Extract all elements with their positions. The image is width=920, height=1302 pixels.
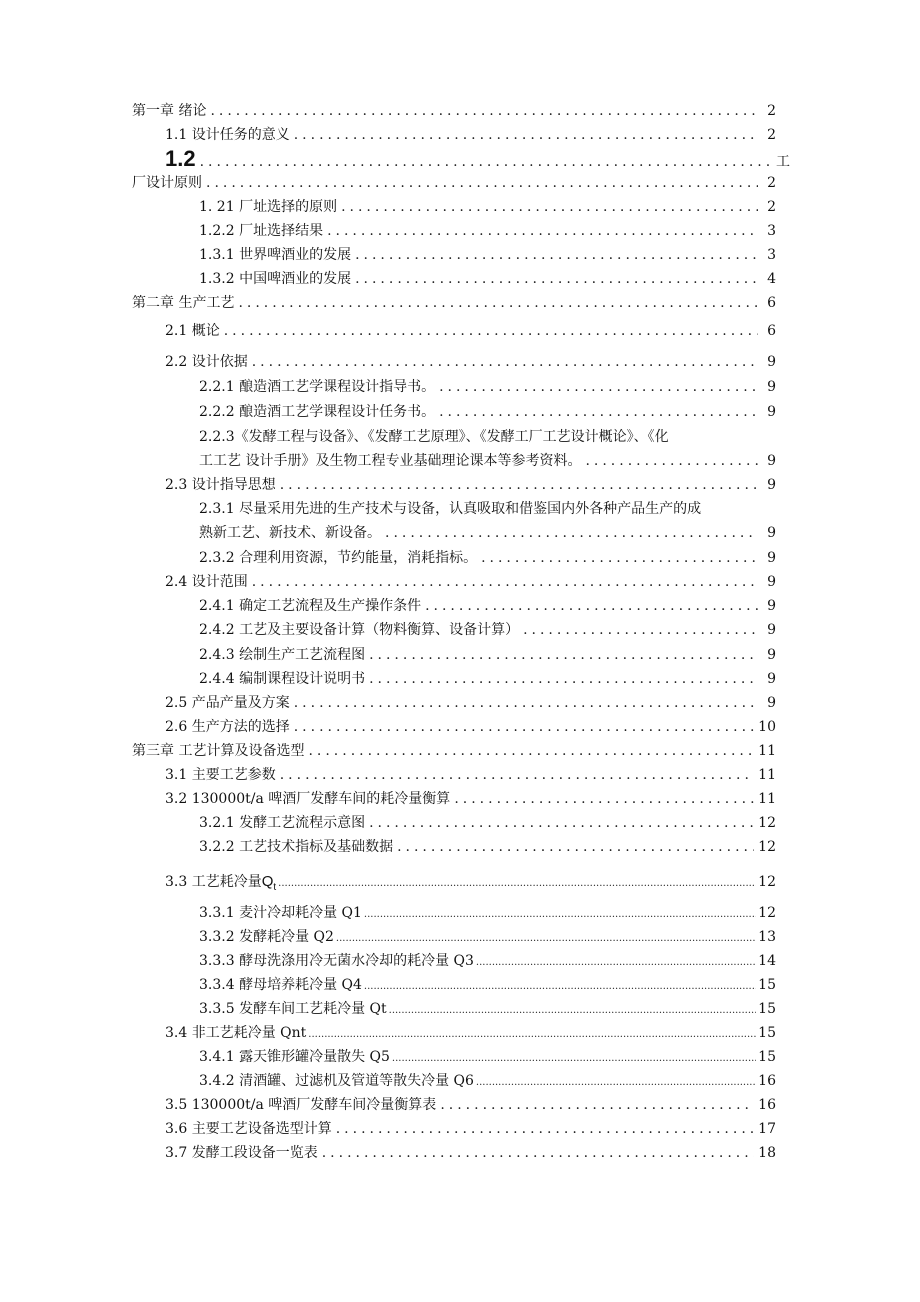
toc-title: 2.2 设计依据 bbox=[165, 354, 248, 370]
toc-page-number: 9 bbox=[767, 379, 776, 395]
toc-entry[interactable] bbox=[165, 1094, 776, 1116]
leader-dots bbox=[425, 595, 758, 617]
toc-entry[interactable] bbox=[132, 172, 776, 194]
leader-dots bbox=[294, 692, 758, 714]
toc-title: 2.3.2 合理利用资源，节约能量，消耗指标。 bbox=[199, 550, 478, 566]
toc-page-number: 2 bbox=[767, 175, 776, 191]
toc-entry[interactable] bbox=[132, 100, 776, 122]
toc-title: 2.1 概论 bbox=[165, 323, 220, 339]
toc-page-number: 9 bbox=[767, 622, 776, 638]
toc-page-number: 9 bbox=[767, 598, 776, 614]
toc-entry[interactable] bbox=[199, 812, 776, 834]
toc-title: 1.1 设计任务的意义 bbox=[165, 127, 290, 143]
toc-entry[interactable] bbox=[132, 292, 776, 314]
toc-title: 3.5 130000t/a 啤酒厂发酵车间冷量衡算表 bbox=[165, 1097, 437, 1113]
toc-title: 3.4.2 清酒罐、过滤机及管道等散失冷量 Q6 bbox=[199, 1073, 474, 1089]
leader-dots bbox=[224, 320, 758, 342]
toc-entry[interactable] bbox=[199, 522, 776, 544]
leader-dots bbox=[280, 764, 754, 786]
toc-title: 3.1 主要工艺参数 bbox=[165, 767, 276, 783]
toc-page-number: 9 bbox=[767, 671, 776, 687]
leader-dots bbox=[397, 836, 754, 858]
toc-entry[interactable] bbox=[199, 619, 776, 641]
toc-page-number: 2 bbox=[767, 103, 776, 119]
leader-dots bbox=[294, 716, 754, 738]
leader-dots bbox=[454, 788, 754, 810]
toc-entry[interactable] bbox=[165, 1142, 776, 1164]
leader-dots bbox=[322, 1142, 754, 1164]
toc-title: 2.6 生产方法的选择 bbox=[165, 719, 290, 735]
toc-title: 2.2.2 酿造酒工艺学课程设计任务书。 bbox=[199, 404, 436, 420]
toc-page-number: 12 bbox=[758, 905, 776, 921]
toc-page-number: 15 bbox=[758, 977, 776, 993]
toc-page-number: 9 bbox=[767, 354, 776, 370]
toc-page-number: 6 bbox=[767, 323, 776, 339]
toc-entry[interactable] bbox=[199, 668, 776, 690]
toc-entry[interactable] bbox=[199, 244, 776, 266]
leader-dots bbox=[389, 1000, 757, 1022]
toc-title: 1.3.1 世界啤酒业的发展 bbox=[199, 247, 352, 263]
toc-title: 1.2 bbox=[165, 146, 196, 171]
toc-entry[interactable] bbox=[199, 196, 776, 218]
toc-page-number: 15 bbox=[758, 1025, 776, 1041]
toc-title: 1. 21 厂址选择的原则 bbox=[199, 199, 338, 215]
toc-title: 第二章 生产工艺 bbox=[132, 295, 235, 311]
toc-title: 3.4 非工艺耗冷量 Qnt bbox=[165, 1025, 307, 1041]
toc-entry[interactable] bbox=[165, 1118, 776, 1140]
leader-dots bbox=[278, 871, 756, 897]
toc-entry[interactable] bbox=[165, 351, 776, 373]
toc-entry[interactable] bbox=[199, 902, 776, 924]
leader-dots bbox=[364, 976, 756, 998]
toc-title: 3.2 130000t/a 啤酒厂发酵车间的耗冷量衡算 bbox=[165, 791, 451, 807]
toc-page-number: 14 bbox=[758, 953, 776, 969]
toc-title: 2.4.2 工艺及主要设备计算（物料衡算、设备计算） bbox=[199, 622, 520, 638]
toc-page-number: 15 bbox=[758, 1049, 776, 1065]
toc-page-number: 6 bbox=[767, 295, 776, 311]
toc-entry[interactable] bbox=[165, 716, 776, 738]
toc-title: 3.2.2 工艺技术指标及基础数据 bbox=[199, 839, 394, 855]
toc-entry[interactable] bbox=[165, 571, 776, 593]
toc-entry[interactable] bbox=[199, 998, 776, 1020]
toc-title bbox=[165, 869, 276, 901]
leader-dots bbox=[252, 351, 758, 373]
toc-page-number: 3 bbox=[767, 223, 776, 239]
toc-page-number: 9 bbox=[767, 477, 776, 493]
toc-entry[interactable] bbox=[199, 376, 776, 398]
toc-title: 2.3 设计指导思想 bbox=[165, 477, 276, 493]
toc-entry[interactable] bbox=[165, 764, 776, 786]
toc-page-number: 10 bbox=[758, 719, 776, 735]
toc-entry[interactable] bbox=[199, 1070, 776, 1092]
toc-page-number: 16 bbox=[758, 1073, 776, 1089]
leader-dots bbox=[355, 244, 758, 266]
toc-title-line1[interactable]: 2.2.3《发酵工程与设备》、《发酵工艺原理》、《发酵工厂工艺设计概论》、《化 bbox=[199, 429, 669, 445]
leader-dots bbox=[308, 740, 754, 762]
toc-title: 2.4.3 绘制生产工艺流程图 bbox=[199, 647, 366, 663]
toc-entry[interactable] bbox=[199, 836, 776, 858]
toc-page-number: 9 bbox=[767, 647, 776, 663]
leader-dots bbox=[369, 668, 758, 690]
qt-symbol bbox=[261, 873, 277, 893]
leader-dots bbox=[385, 522, 758, 544]
toc-entry[interactable] bbox=[132, 740, 776, 762]
toc-page-number: 18 bbox=[758, 1145, 776, 1161]
toc-title: 3.6 主要工艺设备选型计算 bbox=[165, 1121, 332, 1137]
toc-title: 2.4.4 编制课程设计说明书 bbox=[199, 671, 366, 687]
toc-title: 3.4.1 露天锥形罐冷量散失 Q5 bbox=[199, 1049, 390, 1065]
leader-dots bbox=[238, 292, 758, 314]
leader-dots bbox=[369, 644, 758, 666]
toc-title: 2.4 设计范围 bbox=[165, 574, 248, 590]
leader-dots bbox=[341, 196, 758, 218]
leader-dots bbox=[364, 904, 756, 926]
qt-subscript: t bbox=[273, 882, 277, 893]
toc-entry[interactable] bbox=[199, 974, 776, 996]
toc-entry[interactable] bbox=[165, 474, 776, 496]
toc-page-number: 11 bbox=[758, 743, 776, 759]
toc-page-number: 9 bbox=[767, 404, 776, 420]
toc-entry[interactable] bbox=[165, 124, 776, 146]
toc-title: 2.2.1 酿造酒工艺学课程设计指导书。 bbox=[199, 379, 436, 395]
toc-entry[interactable] bbox=[199, 401, 776, 423]
toc-page-number: 2 bbox=[767, 199, 776, 215]
toc-entry[interactable] bbox=[165, 788, 776, 810]
toc-title: 第三章 工艺计算及设备选型 bbox=[132, 743, 305, 759]
leader-dots bbox=[369, 812, 754, 834]
leader-dots bbox=[523, 619, 758, 641]
toc-page-number: 3 bbox=[767, 247, 776, 263]
toc-page-number: 4 bbox=[767, 271, 776, 287]
toc-title: 1.2.2 厂址选择结果 bbox=[199, 223, 324, 239]
toc-title: 厂设计原则 bbox=[132, 175, 202, 191]
leader-dots bbox=[280, 474, 758, 496]
leader-dots bbox=[392, 1048, 756, 1070]
leader-dots bbox=[585, 450, 758, 472]
leader-dots bbox=[336, 928, 756, 950]
toc-entry[interactable] bbox=[199, 220, 776, 242]
toc-page-number: 9 bbox=[767, 695, 776, 711]
toc-page-number: 15 bbox=[758, 1001, 776, 1017]
toc-page-number: 9 bbox=[767, 453, 776, 469]
toc-entry[interactable] bbox=[199, 950, 776, 972]
toc-page-number: 9 bbox=[767, 525, 776, 541]
leader-dots bbox=[308, 1024, 756, 1046]
leader-dots bbox=[355, 268, 758, 290]
toc-title: 3.3.5 发酵车间工艺耗冷量 Qt bbox=[199, 1001, 387, 1017]
toc-page-number: 17 bbox=[758, 1121, 776, 1137]
toc-page-number: 2 bbox=[767, 127, 776, 143]
toc-title: 3.3.4 酵母培养耗冷量 Q4 bbox=[199, 977, 362, 993]
toc-entry[interactable] bbox=[165, 1022, 776, 1044]
qt-letter: Q bbox=[261, 873, 274, 890]
leader-dots bbox=[481, 547, 758, 569]
toc-title: 熟新工艺、新技术、新设备。 bbox=[199, 525, 381, 541]
leader-dots bbox=[440, 1094, 754, 1116]
toc-page-number: 13 bbox=[758, 929, 776, 945]
leader-dots bbox=[336, 1118, 754, 1140]
toc-page-number: 12 bbox=[758, 839, 776, 855]
leader-dots bbox=[476, 1072, 756, 1094]
toc-page-number: 11 bbox=[758, 767, 776, 783]
leader-dots bbox=[476, 952, 756, 974]
toc-page-number: 9 bbox=[767, 550, 776, 566]
toc-title: 第一章 绪论 bbox=[132, 103, 207, 119]
toc-page-number: 12 bbox=[758, 815, 776, 831]
toc-page-number: 16 bbox=[758, 1097, 776, 1113]
toc-title-text: 3.3 工艺耗冷量 bbox=[165, 874, 262, 890]
toc-entry[interactable] bbox=[165, 146, 790, 172]
toc-page-number: 9 bbox=[767, 574, 776, 590]
toc-title: 3.3.1 麦汁冷却耗冷量 Q1 bbox=[199, 905, 362, 921]
toc-page-number: 11 bbox=[758, 791, 776, 807]
toc-entry[interactable] bbox=[199, 547, 776, 569]
leader-dots bbox=[210, 100, 758, 122]
toc-entry[interactable] bbox=[165, 692, 776, 714]
leader-dots bbox=[252, 571, 758, 593]
toc-page-number: 12 bbox=[758, 874, 776, 890]
toc-entry[interactable] bbox=[199, 926, 776, 948]
toc-title: 2.5 产品产量及方案 bbox=[165, 695, 290, 711]
toc-title: 3.2.1 发酵工艺流程示意图 bbox=[199, 815, 366, 831]
toc-title: 3.7 发酵工段设备一览表 bbox=[165, 1145, 318, 1161]
toc-entry[interactable] bbox=[199, 595, 776, 617]
toc-title: 工工艺 设计手册》及生物工程专业基础理论课本等参考资料。 bbox=[199, 453, 582, 469]
toc-title: 1.3.2 中国啤酒业的发展 bbox=[199, 271, 352, 287]
toc-title-line1[interactable]: 2.3.1 尽量采用先进的生产技术与设备，认真吸取和借鉴国内外各种产品生产的成 bbox=[199, 501, 702, 517]
toc-title-continued: 工 bbox=[776, 154, 790, 170]
leader-dots bbox=[439, 401, 758, 423]
toc-entry[interactable] bbox=[199, 1046, 776, 1068]
leader-dots bbox=[206, 172, 758, 194]
toc-title: 2.4.1 确定工艺流程及生产操作条件 bbox=[199, 598, 422, 614]
toc-entry[interactable] bbox=[199, 450, 776, 472]
leader-dots bbox=[439, 376, 758, 398]
toc-entry[interactable] bbox=[199, 644, 776, 666]
toc-entry[interactable] bbox=[199, 268, 776, 290]
leader-dots bbox=[327, 220, 758, 242]
toc-entry[interactable] bbox=[165, 869, 776, 895]
toc-entry[interactable] bbox=[165, 320, 776, 342]
leader-dots bbox=[294, 124, 758, 146]
toc-title: 3.3.3 酵母洗涤用冷无菌水冷却的耗冷量 Q3 bbox=[199, 953, 474, 969]
toc-title: 3.3.2 发酵耗冷量 Q2 bbox=[199, 929, 334, 945]
